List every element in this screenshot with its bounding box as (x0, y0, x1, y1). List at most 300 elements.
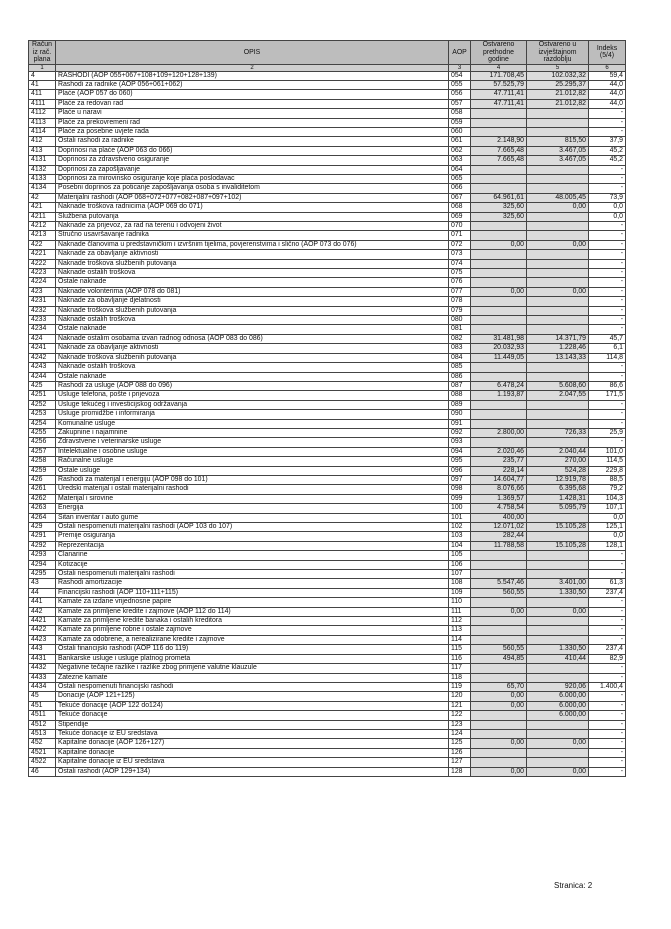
cell-opis: Plaće za prekovremeni rad (56, 118, 449, 127)
cell-indeks: 44,0 (589, 80, 626, 89)
cell-izvjestajnom: 6.000,00 (527, 701, 589, 710)
cell-aop: 117 (449, 664, 471, 673)
cell-aop: 078 (449, 297, 471, 306)
cell-opis: Naknade troškova radnicima (AOP 069 do 071) (56, 203, 449, 212)
table-row (29, 363, 626, 372)
table-row (29, 90, 626, 99)
cell-prethodne: 228,14 (471, 466, 527, 475)
cell-izvjestajnom (527, 419, 589, 428)
cell-prethodne: 12.071,02 (471, 523, 527, 532)
cell-racun: 4261 (29, 485, 56, 494)
cell-indeks: 229,8 (589, 466, 626, 475)
cell-indeks: 237,4 (589, 588, 626, 597)
cell-racun: 42 (29, 193, 56, 202)
cell-indeks: 45,2 (589, 156, 626, 165)
header-prethodne: Ostvareno prethodne godine (471, 41, 527, 65)
cell-indeks: - (589, 758, 626, 767)
cell-aop: 066 (449, 184, 471, 193)
cell-izvjestajnom: 524,28 (527, 466, 589, 475)
cell-prethodne: 5.547,46 (471, 579, 527, 588)
cell-opis: Stipendije (56, 720, 449, 729)
table-row (29, 306, 626, 315)
cell-prethodne (471, 664, 527, 673)
cell-indeks: 45,7 (589, 334, 626, 343)
cell-opis: Naknade ostalih troškova (56, 269, 449, 278)
cell-indeks: - (589, 664, 626, 673)
cell-prethodne: 325,60 (471, 203, 527, 212)
cell-opis: Kapitalne donacije (AOP 126+127) (56, 739, 449, 748)
cell-opis: Naknade ostalih troškova (56, 316, 449, 325)
cell-racun: 4111 (29, 99, 56, 108)
header-num-4: 4 (471, 64, 527, 71)
cell-indeks: - (589, 635, 626, 644)
cell-racun: 4213 (29, 231, 56, 240)
cell-izvjestajnom (527, 570, 589, 579)
cell-izvjestajnom (527, 635, 589, 644)
table-row (29, 485, 626, 494)
cell-racun: 4521 (29, 748, 56, 757)
cell-izvjestajnom (527, 560, 589, 569)
cell-racun: 4256 (29, 438, 56, 447)
cell-opis: Usluge tekućeg i investicijskog održavanja (56, 400, 449, 409)
cell-indeks: 237,4 (589, 645, 626, 654)
cell-indeks: 0,0 (589, 212, 626, 221)
cell-aop: 080 (449, 316, 471, 325)
cell-prethodne (471, 269, 527, 278)
cell-opis: Službena putovanja (56, 212, 449, 221)
table-row (29, 146, 626, 155)
cell-indeks: - (589, 692, 626, 701)
table-row (29, 297, 626, 306)
cell-racun: 4259 (29, 466, 56, 475)
table-row (29, 212, 626, 221)
cell-indeks: - (589, 438, 626, 447)
table-row (29, 203, 626, 212)
header-indeks: Indeks (5/4) (589, 41, 626, 65)
cell-racun: 4252 (29, 400, 56, 409)
cell-izvjestajnom: 15.105,28 (527, 523, 589, 532)
cell-racun: 4432 (29, 664, 56, 673)
table-row (29, 588, 626, 597)
cell-prethodne (471, 711, 527, 720)
cell-racun: 4133 (29, 174, 56, 183)
table-row (29, 682, 626, 691)
cell-izvjestajnom: 0,00 (527, 240, 589, 249)
cell-indeks: - (589, 184, 626, 193)
cell-prethodne: 494,85 (471, 654, 527, 663)
cell-izvjestajnom: 2.040,44 (527, 447, 589, 456)
cell-izvjestajnom (527, 269, 589, 278)
cell-izvjestajnom: 21.012,82 (527, 99, 589, 108)
cell-racun: 4434 (29, 682, 56, 691)
cell-aop: 062 (449, 146, 471, 155)
cell-racun: 4131 (29, 156, 56, 165)
cell-prethodne (471, 635, 527, 644)
cell-opis: Rashodi za radnike (AOP 056+061+062) (56, 80, 449, 89)
header-num-3: 3 (449, 64, 471, 71)
cell-prethodne: 0,00 (471, 701, 527, 710)
cell-opis: Zatezne kamate (56, 673, 449, 682)
cell-aop: 114 (449, 635, 471, 644)
cell-opis: Ostale usluge (56, 466, 449, 475)
cell-opis: Uredski materijal i ostali materijalni rashodi (56, 485, 449, 494)
cell-indeks: - (589, 297, 626, 306)
cell-prethodne (471, 570, 527, 579)
cell-opis: Zakupnine i najamnine (56, 428, 449, 437)
cell-racun: 425 (29, 381, 56, 390)
cell-racun: 4263 (29, 504, 56, 513)
cell-indeks: - (589, 372, 626, 381)
table-row (29, 758, 626, 767)
cell-izvjestajnom: 12.919,78 (527, 475, 589, 484)
cell-aop: 068 (449, 203, 471, 212)
table-row (29, 109, 626, 118)
cell-aop: 103 (449, 532, 471, 541)
cell-izvjestajnom: 102.032,32 (527, 71, 589, 80)
cell-izvjestajnom: 3.467,05 (527, 146, 589, 155)
cell-indeks: 171,5 (589, 391, 626, 400)
cell-izvjestajnom (527, 513, 589, 522)
cell-aop: 101 (449, 513, 471, 522)
expenses-table (28, 40, 626, 777)
cell-prethodne (471, 231, 527, 240)
cell-racun: 4132 (29, 165, 56, 174)
table-row (29, 428, 626, 437)
cell-izvjestajnom (527, 222, 589, 231)
cell-izvjestajnom (527, 748, 589, 757)
cell-indeks: - (589, 259, 626, 268)
cell-opis: Kotizacije (56, 560, 449, 569)
cell-racun: 41 (29, 80, 56, 89)
cell-racun: 4421 (29, 617, 56, 626)
cell-racun: 4221 (29, 250, 56, 259)
cell-izvjestajnom (527, 400, 589, 409)
cell-indeks: - (589, 278, 626, 287)
cell-prethodne (471, 363, 527, 372)
table-row (29, 250, 626, 259)
table-body (29, 71, 626, 776)
table-row (29, 673, 626, 682)
cell-opis: Ostali nespomenuti financijski rashodi (56, 682, 449, 691)
cell-prethodne: 0,00 (471, 692, 527, 701)
header-num-2: 2 (56, 64, 449, 71)
cell-izvjestajnom (527, 372, 589, 381)
cell-opis: Naknade za obavljanje aktivnosti (56, 344, 449, 353)
cell-prethodne (471, 372, 527, 381)
cell-izvjestajnom: 5.095,79 (527, 504, 589, 513)
cell-indeks: 82,9 (589, 654, 626, 663)
cell-prethodne: 47.711,41 (471, 90, 527, 99)
cell-izvjestajnom: 6.395,68 (527, 485, 589, 494)
cell-indeks: - (589, 551, 626, 560)
cell-aop: 116 (449, 654, 471, 663)
cell-opis: Ostali rashodi (AOP 129+134) (56, 767, 449, 776)
cell-indeks: - (589, 109, 626, 118)
cell-prethodne: 1.369,57 (471, 494, 527, 503)
cell-indeks: 45,2 (589, 146, 626, 155)
cell-indeks: - (589, 240, 626, 249)
cell-izvjestajnom: 0,00 (527, 203, 589, 212)
cell-opis: Naknade troškova službenih putovanja (56, 353, 449, 362)
table-row (29, 654, 626, 663)
cell-opis: Donacije (AOP 121+125) (56, 692, 449, 701)
table-row (29, 316, 626, 325)
cell-indeks: - (589, 598, 626, 607)
cell-izvjestajnom: 5.608,60 (527, 381, 589, 390)
cell-racun: 4231 (29, 297, 56, 306)
cell-aop: 086 (449, 372, 471, 381)
cell-opis: Tekuće donacije iz EU sredstava (56, 729, 449, 738)
cell-prethodne (471, 297, 527, 306)
cell-racun: 443 (29, 645, 56, 654)
table-row (29, 156, 626, 165)
cell-indeks: 0,0 (589, 513, 626, 522)
cell-indeks: - (589, 231, 626, 240)
cell-opis: Kamate za izdane vrijednosne papire (56, 598, 449, 607)
table-row (29, 664, 626, 673)
cell-prethodne: 8.076,66 (471, 485, 527, 494)
table-row (29, 222, 626, 231)
cell-indeks: 25,9 (589, 428, 626, 437)
cell-racun: 4293 (29, 551, 56, 560)
cell-prethodne: 7.665,48 (471, 146, 527, 155)
cell-racun: 4522 (29, 758, 56, 767)
cell-aop: 081 (449, 325, 471, 334)
cell-prethodne: 47.711,41 (471, 99, 527, 108)
cell-racun: 413 (29, 146, 56, 155)
cell-aop: 074 (449, 259, 471, 268)
cell-opis: Naknade ostalim osobama izvan radnog odnosa (AOP 083 do 086) (56, 334, 449, 343)
cell-opis: Računalne usluge (56, 457, 449, 466)
cell-racun: 4232 (29, 306, 56, 315)
cell-izvjestajnom (527, 231, 589, 240)
cell-opis: Plaće za posebne uvjete rada (56, 127, 449, 136)
cell-izvjestajnom: 0,00 (527, 287, 589, 296)
cell-opis: Doprinosi za mirovinsko osiguranje koje plaća poslodavac (56, 174, 449, 183)
cell-opis: Naknade za obavljanje djelatnosti (56, 297, 449, 306)
cell-aop: 123 (449, 720, 471, 729)
cell-aop: 084 (449, 353, 471, 362)
cell-prethodne: 65,70 (471, 682, 527, 691)
cell-racun: 4134 (29, 184, 56, 193)
cell-aop: 124 (449, 729, 471, 738)
cell-aop: 077 (449, 287, 471, 296)
cell-opis: Ostali nespomenuti materijalni rashodi (AOP 103 do 107) (56, 523, 449, 532)
cell-racun: 4233 (29, 316, 56, 325)
cell-prethodne: 282,44 (471, 532, 527, 541)
table-row (29, 410, 626, 419)
cell-opis: Ostale naknade (56, 372, 449, 381)
cell-prethodne (471, 306, 527, 315)
cell-indeks: - (589, 617, 626, 626)
cell-izvjestajnom (527, 184, 589, 193)
cell-prethodne: 20.032,93 (471, 344, 527, 353)
cell-izvjestajnom (527, 278, 589, 287)
cell-opis: Kamate za primljene kredite i zajmove (AOP 112 do 114) (56, 607, 449, 616)
cell-opis: Tekuće donacije (56, 711, 449, 720)
cell-racun: 4234 (29, 325, 56, 334)
cell-indeks: 86,6 (589, 381, 626, 390)
cell-izvjestajnom (527, 410, 589, 419)
table-row (29, 739, 626, 748)
cell-aop: 107 (449, 570, 471, 579)
cell-indeks: 0,0 (589, 532, 626, 541)
cell-aop: 090 (449, 410, 471, 419)
cell-izvjestajnom: 15.105,28 (527, 541, 589, 550)
cell-aop: 064 (449, 165, 471, 174)
cell-prethodne: 2.148,90 (471, 137, 527, 146)
cell-aop: 120 (449, 692, 471, 701)
cell-prethodne (471, 551, 527, 560)
cell-prethodne (471, 598, 527, 607)
cell-racun: 4294 (29, 560, 56, 569)
cell-izvjestajnom (527, 259, 589, 268)
cell-indeks: - (589, 729, 626, 738)
cell-indeks: 114,5 (589, 457, 626, 466)
table-row (29, 617, 626, 626)
header-opis: OPIS (56, 41, 449, 65)
cell-indeks: 61,3 (589, 579, 626, 588)
table-row (29, 466, 626, 475)
cell-indeks: - (589, 400, 626, 409)
cell-aop: 087 (449, 381, 471, 390)
cell-izvjestajnom: 1.428,31 (527, 494, 589, 503)
cell-aop: 059 (449, 118, 471, 127)
cell-prethodne: 325,60 (471, 212, 527, 221)
cell-prethodne: 2.020,46 (471, 447, 527, 456)
cell-indeks: - (589, 410, 626, 419)
cell-prethodne (471, 729, 527, 738)
cell-indeks: 79,2 (589, 485, 626, 494)
cell-opis: Intelektualne i osobne usluge (56, 447, 449, 456)
cell-aop: 093 (449, 438, 471, 447)
cell-aop: 056 (449, 90, 471, 99)
cell-indeks: - (589, 767, 626, 776)
cell-racun: 4512 (29, 720, 56, 729)
cell-aop: 063 (449, 156, 471, 165)
cell-prethodne: 2.800,00 (471, 428, 527, 437)
cell-prethodne: 31.481,98 (471, 334, 527, 343)
cell-izvjestajnom (527, 664, 589, 673)
cell-racun: 4422 (29, 626, 56, 635)
cell-izvjestajnom (527, 297, 589, 306)
cell-izvjestajnom (527, 729, 589, 738)
cell-racun: 4241 (29, 344, 56, 353)
cell-aop: 109 (449, 588, 471, 597)
cell-opis: Naknade za obavljanje aktivnosti (56, 250, 449, 259)
cell-aop: 075 (449, 269, 471, 278)
table-row (29, 184, 626, 193)
cell-prethodne (471, 316, 527, 325)
cell-opis: Kapitalne donacije iz EU sredstava (56, 758, 449, 767)
cell-racun: 423 (29, 287, 56, 296)
cell-izvjestajnom: 0,00 (527, 607, 589, 616)
cell-prethodne: 11.788,58 (471, 541, 527, 550)
cell-prethodne: 64.961,61 (471, 193, 527, 202)
table-row (29, 692, 626, 701)
cell-prethodne (471, 174, 527, 183)
cell-izvjestajnom: 726,33 (527, 428, 589, 437)
cell-prethodne: 171.708,45 (471, 71, 527, 80)
cell-opis: Energija (56, 504, 449, 513)
cell-aop: 125 (449, 739, 471, 748)
cell-opis: Plaće (AOP 057 do 060) (56, 90, 449, 99)
cell-indeks: 1.400,4 (589, 682, 626, 691)
cell-indeks: 125,1 (589, 523, 626, 532)
cell-racun: 4513 (29, 729, 56, 738)
cell-aop: 079 (449, 306, 471, 315)
cell-racun: 4291 (29, 532, 56, 541)
cell-opis: Tekuće donacije (AOP 122 do124) (56, 701, 449, 710)
cell-aop: 096 (449, 466, 471, 475)
cell-izvjestajnom: 1.330,50 (527, 645, 589, 654)
cell-aop: 112 (449, 617, 471, 626)
cell-aop: 097 (449, 475, 471, 484)
table-row (29, 579, 626, 588)
cell-aop: 118 (449, 673, 471, 682)
cell-racun: 4113 (29, 118, 56, 127)
cell-racun: 4 (29, 71, 56, 80)
cell-indeks: 0,0 (589, 203, 626, 212)
cell-racun: 4254 (29, 419, 56, 428)
cell-opis: Naknade ostalih troškova (56, 363, 449, 372)
cell-izvjestajnom (527, 363, 589, 372)
table-row (29, 701, 626, 710)
cell-opis: Kamate za primljene robne i ostale zajmove (56, 626, 449, 635)
table-row (29, 532, 626, 541)
cell-racun: 46 (29, 767, 56, 776)
cell-racun: 4292 (29, 541, 56, 550)
table-row (29, 438, 626, 447)
header-num-5: 5 (527, 64, 589, 71)
cell-izvjestajnom (527, 127, 589, 136)
cell-aop: 119 (449, 682, 471, 691)
cell-racun: 4251 (29, 391, 56, 400)
cell-racun: 426 (29, 475, 56, 484)
cell-prethodne: 6.478,24 (471, 381, 527, 390)
cell-prethodne: 560,55 (471, 645, 527, 654)
cell-aop: 058 (449, 109, 471, 118)
cell-indeks: - (589, 419, 626, 428)
cell-indeks: 44,0 (589, 99, 626, 108)
cell-prethodne (471, 720, 527, 729)
cell-opis: Sitan inventar i auto gume (56, 513, 449, 522)
cell-opis: Naknade troškova službenih putovanja (56, 259, 449, 268)
header-aop: AOP (449, 41, 471, 65)
table-row (29, 278, 626, 287)
cell-prethodne: 0,00 (471, 739, 527, 748)
cell-aop: 099 (449, 494, 471, 503)
cell-opis: Komunalne usluge (56, 419, 449, 428)
cell-opis: Usluge promidžbe i informiranja (56, 410, 449, 419)
table-row (29, 570, 626, 579)
table-row (29, 513, 626, 522)
cell-indeks: - (589, 269, 626, 278)
cell-indeks: - (589, 127, 626, 136)
cell-prethodne: 4.758,54 (471, 504, 527, 513)
cell-aop: 126 (449, 748, 471, 757)
cell-indeks: - (589, 165, 626, 174)
cell-prethodne: 0,00 (471, 767, 527, 776)
cell-izvjestajnom (527, 325, 589, 334)
cell-aop: 095 (449, 457, 471, 466)
cell-opis: Posebni doprinos za poticanje zapošljavanja osoba s invaliditetom (56, 184, 449, 193)
cell-aop: 082 (449, 334, 471, 343)
cell-racun: 4223 (29, 269, 56, 278)
cell-aop: 121 (449, 701, 471, 710)
cell-aop: 085 (449, 363, 471, 372)
cell-indeks: 6,1 (589, 344, 626, 353)
